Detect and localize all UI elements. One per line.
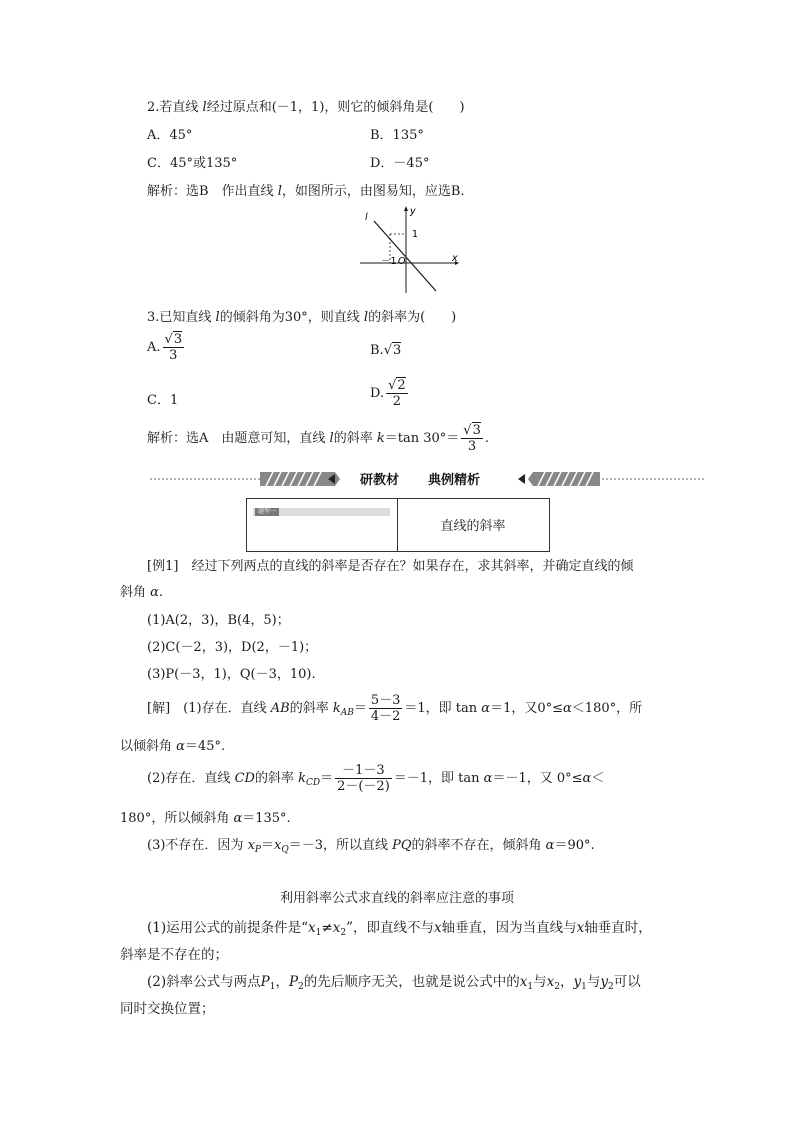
topic-box [246, 498, 550, 552]
label-origin: O [398, 256, 406, 267]
q3-option-b: B.√3 [370, 343, 402, 358]
section-banner [150, 468, 705, 490]
topic-tag: 题型一 [255, 508, 279, 516]
label-y: y [410, 206, 416, 217]
example-text-line1: [例1] 经过下列两点的直线的斜率是否存在？如果存在，求其斜率，并确定直线的倾 [147, 559, 634, 574]
label-neg-one: －1 [381, 256, 397, 267]
label-l: l [365, 212, 368, 223]
label-x: x [452, 253, 458, 264]
solution-2-line1: (2)存在．直线 CD的斜率 $k_{CD}=$ $\frac{-1-3}{2-(-2)}$ ＝－1，即 tan α＝－1，又 0°≤α＜ [147, 763, 605, 794]
y-axis-arrow-icon [404, 206, 408, 211]
notes-item-2-line2: 同时交换位置； [120, 1001, 215, 1017]
q3-option-d: D. $\frac{√2}{2}$ [370, 378, 406, 409]
q3-stem: 3.已知直线 l的倾斜角为30°，则直线 l的斜率为( ) [147, 310, 457, 325]
solution-1-line2: 以倾斜角 α＝45°. [120, 739, 226, 754]
q2-option-b: B．135° [370, 128, 424, 143]
example-item-2: (2)C(－2，3)，D(2，－1)； [147, 640, 318, 655]
notes-item-1-line2: 斜率是不存在的； [120, 947, 228, 963]
q3-analysis: 解析：选A 由题意可知，直线 l的斜率 k＝tan 30°＝ $\frac{√3}{3}$ . [147, 423, 489, 454]
q2-stem: 2.若直线 l经过原点和(－1，1)，则它的倾斜角是( ) [147, 100, 465, 115]
label-one: 1 [412, 229, 419, 240]
notes-item-1-line1: (1)运用公式的前提条件是“$x_1\ne x_2$”，即直线不与x轴垂直，因为当直线与x轴垂直时， [147, 920, 652, 938]
banner-title-left: 研教材 [360, 473, 400, 488]
q3-option-c: C．1 [147, 393, 179, 408]
solution-3: (3)不存在．因为 $x_P=x_Q=-3$，所以直线 PQ的斜率不存在，倾斜角 α＝90°. [147, 838, 595, 855]
topic-tag-bar [253, 508, 390, 516]
example-text-line2: 斜角 α. [120, 585, 164, 600]
q2-option-c: C．45°或135° [147, 156, 238, 171]
topic-title: 直线的斜率 [440, 519, 506, 534]
notes-title: 利用斜率公式求直线的斜率应注意的事项 [279, 891, 514, 906]
banner-title-right: 典例精析 [428, 473, 481, 488]
solution-1-line1: [解] (1)存在．直线 AB的斜率 $k_{AB}=$ $\frac{5-3}{4-2}$ ＝1，即 tan α＝1，又0°≤α＜180°，所 [147, 693, 643, 724]
q2-option-d: D．－45° [370, 156, 430, 171]
q2-option-a: A．45° [147, 128, 193, 143]
example-item-1: (1)A(2，3)，B(4，5)； [147, 613, 290, 628]
solution-2-line2: 180°，所以倾斜角 α＝135°. [120, 811, 291, 826]
notes-item-2-line1: (2)斜率公式与两点$P_1$，$P_2$的先后顺序无关，也就是说公式中的$x_1$与$x_2$，$y_1$与$y_2$可以 [147, 974, 641, 992]
line-graph-figure [360, 205, 460, 293]
example-item-3: (3)P(－3，1)，Q(－3，10). [147, 667, 316, 682]
q2-analysis: 解析：选B 作出直线 l，如图所示，由图易知，应选B. [147, 184, 465, 199]
arrow-right-icon [518, 474, 525, 484]
q3-option-a: A. $\frac{√3}{3}$ [147, 332, 183, 363]
